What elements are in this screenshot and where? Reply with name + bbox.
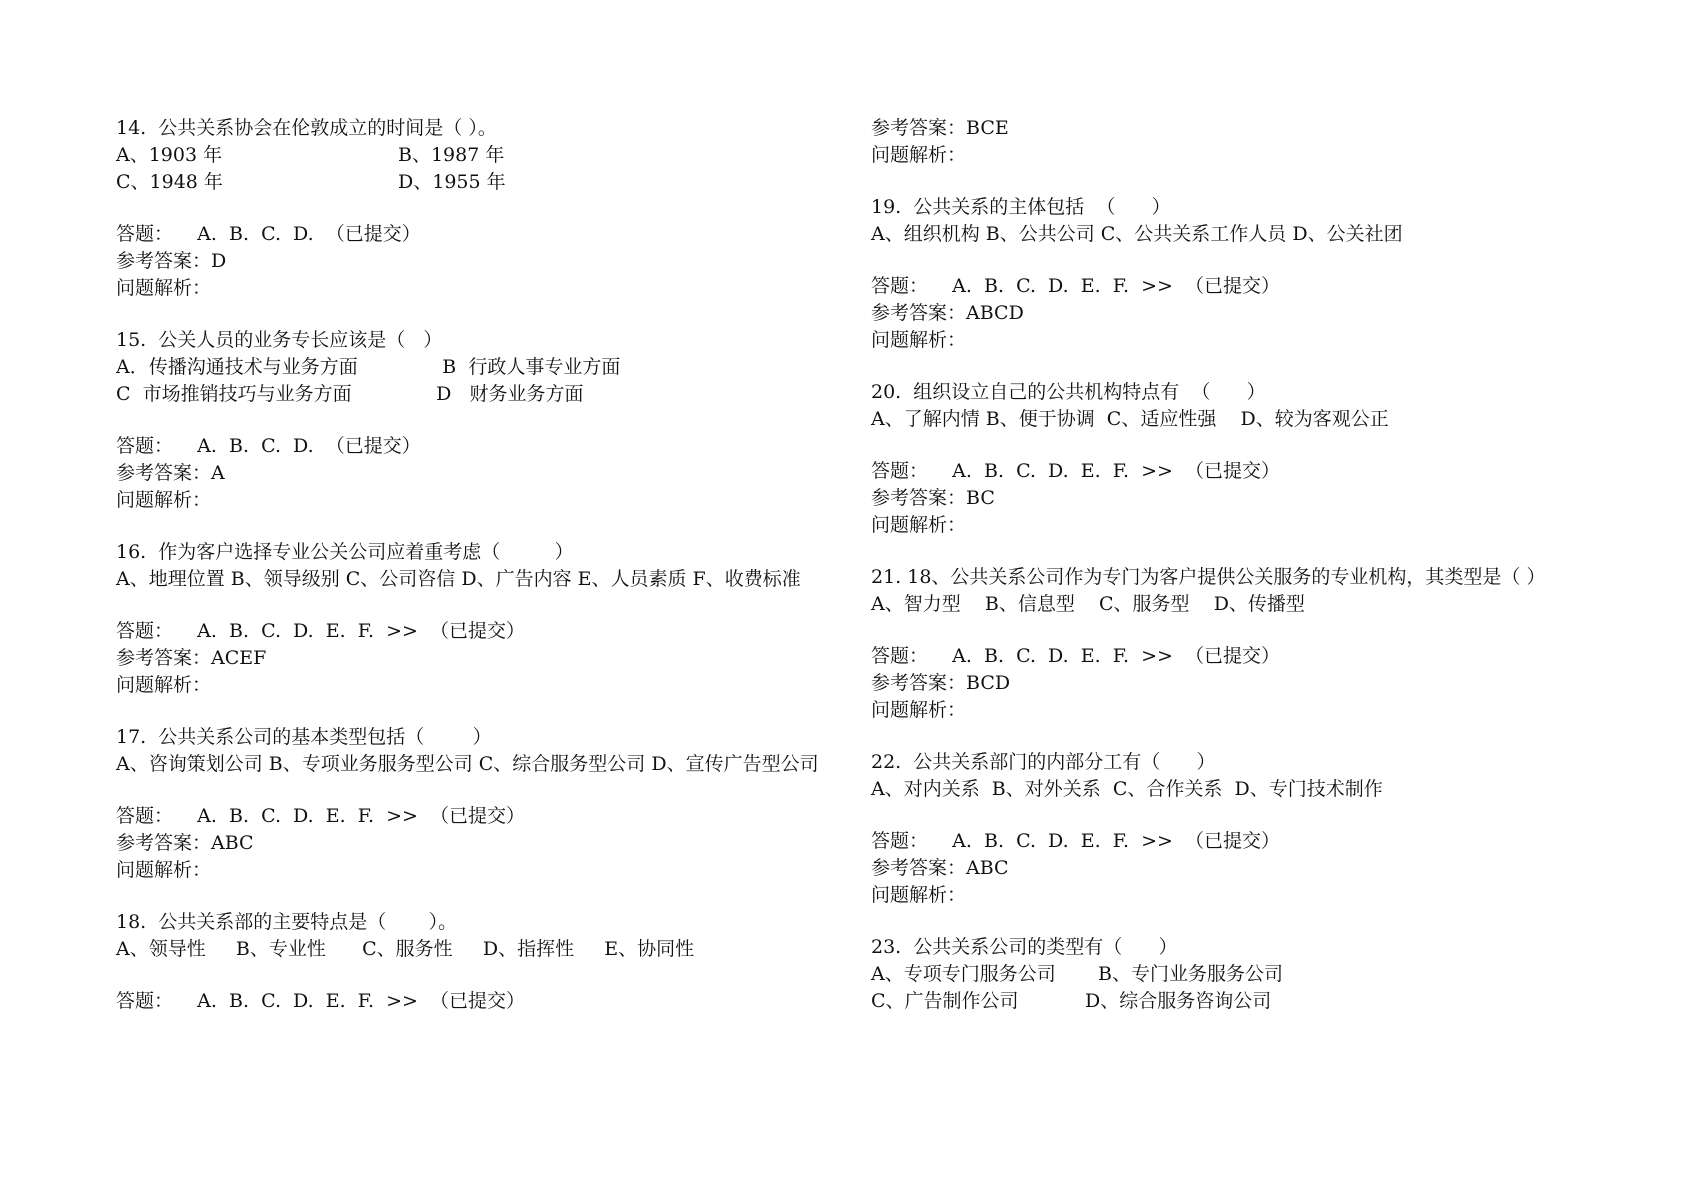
answer-row[interactable]: 答题： A. B. C. D. E. F. >> （已提交） (116, 620, 525, 642)
question-title: 22. 公共关系部门的内部分工有（ ） (871, 751, 1216, 773)
options-row (116, 169, 826, 196)
question-22 (871, 749, 1601, 909)
answer-row[interactable]: 答题： A. B. C. D. E. F. >> （已提交） (871, 830, 1280, 852)
options-line: C、广告制作公司 D、综合服务咨询公司 (871, 990, 1272, 1012)
answer-row[interactable]: 答题： A. B. C. D. E. F. >> （已提交） (871, 460, 1280, 482)
analysis-label: 问题解析： (871, 884, 967, 906)
analysis-label: 问题解析： (116, 277, 212, 299)
right-column (871, 115, 1601, 1015)
option-a: A、1903 年 (116, 144, 223, 166)
reference-answer: 参考答案：A (116, 462, 225, 484)
reference-answer: 参考答案：BC (871, 487, 995, 509)
options-line: A、组织机构 B、公共公司 C、公共关系工作人员 D、公关社团 (871, 223, 1403, 245)
reference-answer: 参考答案：BCE (871, 117, 1009, 139)
option-c: C、1948 年 (116, 171, 223, 193)
reference-answer: 参考答案：D (116, 250, 227, 272)
question-20 (871, 379, 1601, 539)
question-23 (871, 934, 1601, 1015)
question-title: 19. 公共关系的主体包括 （ ） (871, 196, 1171, 218)
options-line: A、对内关系 B、对外关系 C、合作关系 D、专门技术制作 (871, 778, 1383, 800)
answer-row[interactable]: 答题： A. B. C. D. E. F. >> （已提交） (871, 645, 1280, 667)
options-line: A、智力型 B、信息型 C、服务型 D、传播型 (871, 593, 1305, 615)
question-18 (116, 909, 826, 1015)
option-b: B、1987 年 (398, 144, 505, 166)
answer-row[interactable]: 答题： A. B. C. D. E. F. >> （已提交） (116, 805, 525, 827)
question-17 (116, 724, 826, 884)
analysis-label: 问题解析： (871, 699, 967, 721)
question-14 (116, 115, 826, 302)
analysis-label: 问题解析： (116, 489, 212, 511)
analysis-label: 问题解析： (871, 144, 967, 166)
reference-answer: 参考答案：ABC (116, 832, 254, 854)
analysis-label: 问题解析： (116, 859, 212, 881)
question-18-continued (871, 115, 1601, 169)
answer-row[interactable]: 答题： A. B. C. D. E. F. >> （已提交） (871, 275, 1280, 297)
options-text: A、咨询策划公司 B、专项业务服务型公司 C、综合服务型公司 D、宣传广告型公司 (116, 753, 819, 775)
options-line: A、专项专门服务公司 B、专门业务服务公司 (871, 963, 1283, 985)
question-title: 17. 公共关系公司的基本类型包括（ ） (116, 726, 492, 748)
question-15 (116, 327, 826, 514)
question-title: 14. 公共关系协会在伦敦成立的时间是（ ）。 (116, 117, 497, 139)
question-21 (871, 564, 1601, 724)
option-d: D、1955 年 (398, 171, 506, 193)
reference-answer: 参考答案：ACEF (116, 647, 267, 669)
question-title: 16. 作为客户选择专业公关公司应着重考虑（ ） (116, 541, 574, 563)
question-16 (116, 539, 826, 699)
analysis-label: 问题解析： (871, 329, 967, 351)
options-text: A、地理位置 B、领导级别 C、公司咨信 D、广告内容 E、人员素质 F、收费标准 (116, 568, 801, 590)
analysis-label: 问题解析： (116, 674, 212, 696)
options-line: A、领导性 B、专业性 C、服务性 D、指挥性 E、协同性 (116, 938, 695, 960)
reference-answer: 参考答案：BCD (871, 672, 1011, 694)
left-column (116, 115, 826, 1015)
options-row (116, 142, 826, 169)
options-line: A、了解内情 B、便于协调 C、适应性强 D、较为客观公正 (871, 408, 1389, 430)
question-title: 18. 公共关系部的主要特点是（ ）。 (116, 911, 458, 933)
answer-row[interactable]: 答题： A. B. C. D. E. F. >> （已提交） (116, 990, 525, 1012)
options-line: A．传播沟通技术与业务方面 B 行政人事专业方面 (116, 356, 621, 378)
question-title: 21. 18、公共关系公司作为专门为客户提供公关服务的专业机构，其类型是（ ） (871, 566, 1546, 588)
question-title: 15. 公关人员的业务专长应该是（ ） (116, 329, 443, 351)
answer-row[interactable]: 答题： A. B. C. D. （已提交） (116, 223, 421, 245)
answer-row[interactable]: 答题： A. B. C. D. （已提交） (116, 435, 421, 457)
question-title: 20. 组织设立自己的公共机构特点有 （ ） (871, 381, 1266, 403)
analysis-label: 问题解析： (871, 514, 967, 536)
question-title: 23. 公共关系公司的类型有（ ） (871, 936, 1178, 958)
reference-answer: 参考答案：ABCD (871, 302, 1024, 324)
reference-answer: 参考答案：ABC (871, 857, 1009, 879)
options-line: C 市场推销技巧与业务方面 D 财务业务方面 (116, 383, 584, 405)
question-19 (871, 194, 1601, 354)
